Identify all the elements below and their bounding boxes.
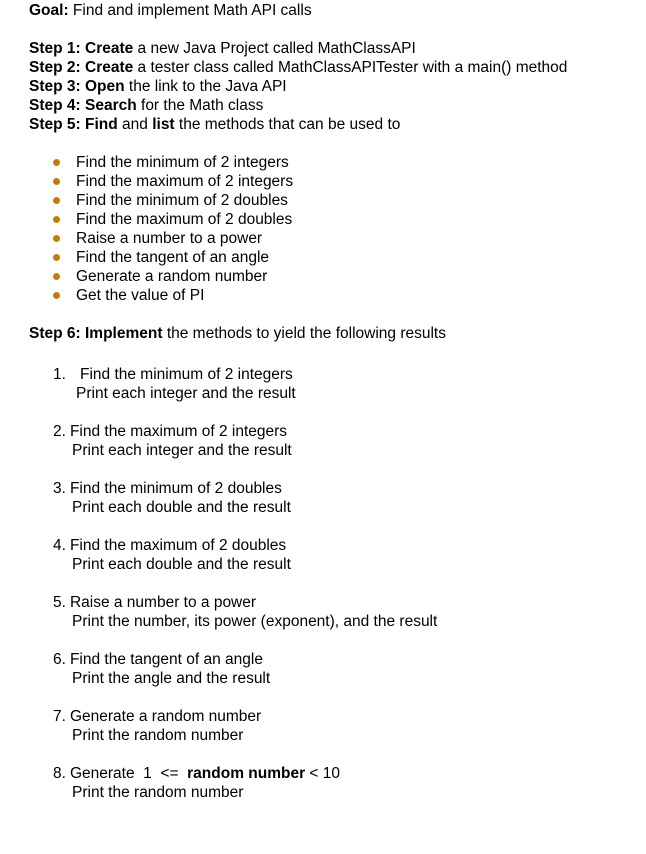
bullet-item: [29, 191, 639, 210]
goal-label: Goal:: [29, 2, 69, 19]
bullet-dot-icon: [53, 254, 60, 261]
step-text: a new Java Project called MathClassAPI: [133, 40, 416, 57]
step-3: [29, 77, 639, 96]
goal-line: [29, 1, 639, 20]
result-item-4: [29, 536, 639, 574]
result-number: 3.: [53, 480, 66, 497]
result-title-text: Find the maximum of 2 doubles: [69, 537, 287, 554]
result-number: 8.: [53, 765, 66, 782]
bullet-item: [29, 229, 639, 248]
result-title-text: < 10: [305, 765, 341, 782]
bullet-text: Raise a number to a power: [76, 230, 263, 247]
result-item-8: [29, 764, 639, 802]
bullet-text: Find the minimum of 2 doubles: [76, 192, 288, 209]
step-6: [29, 324, 639, 343]
step-verb: Create: [85, 59, 134, 76]
step-label: Step 3:: [29, 78, 81, 95]
result-title-text: Find the tangent of an angle: [69, 651, 263, 668]
result-detail: Print each double and the result: [72, 499, 291, 516]
step-text: the link to the Java API: [124, 78, 287, 95]
step-label: Step 2:: [29, 59, 81, 76]
step-verb: list: [152, 116, 175, 133]
step-label: Step 6:: [29, 325, 81, 342]
bullet-item: [29, 248, 639, 267]
result-detail: Print each integer and the result: [72, 442, 292, 459]
result-title: [29, 764, 639, 783]
bullet-dot-icon: [53, 235, 60, 242]
result-detail: Print the random number: [72, 784, 244, 801]
result-title-text: Raise a number to a power: [69, 594, 257, 611]
result-title-text: Generate 1 <=: [69, 765, 188, 782]
bullet-text: Get the value of PI: [76, 287, 205, 304]
result-item-7: [29, 707, 639, 745]
document: [29, 1, 639, 821]
result-title: [29, 593, 639, 612]
result-title-bold: random number: [187, 765, 306, 782]
bullet-dot-icon: [53, 273, 60, 280]
step-label: Step 4:: [29, 97, 81, 114]
result-title: [29, 536, 639, 555]
result-detail: Print the angle and the result: [72, 670, 271, 687]
bullet-item: [29, 153, 639, 172]
step-verb: Implement: [85, 325, 163, 342]
step-text: the methods that can be used to: [174, 116, 401, 133]
steps-block: [29, 39, 639, 134]
result-number: 7.: [53, 708, 66, 725]
result-detail: Print the number, its power (exponent), and the result: [72, 613, 438, 630]
bullet-text: Find the tangent of an angle: [76, 249, 270, 266]
bullet-text: Generate a random number: [76, 268, 268, 285]
result-title-text: Find the minimum of 2 integers: [80, 366, 293, 383]
step-text: for the Math class: [136, 97, 264, 114]
bullet-text: Find the minimum of 2 integers: [76, 154, 289, 171]
step-verb: Search: [85, 97, 137, 114]
bullet-item: [29, 210, 639, 229]
result-detail: Print each integer and the result: [76, 385, 296, 402]
result-number: 4.: [53, 537, 66, 554]
step-1: [29, 39, 639, 58]
result-detail: Print the random number: [72, 727, 244, 744]
goal-text: Find and implement Math API calls: [68, 2, 312, 19]
result-item-5: [29, 593, 639, 631]
bullet-dot-icon: [53, 216, 60, 223]
bullet-item: [29, 267, 639, 286]
step-label: Step 1:: [29, 40, 81, 57]
step-verb: Find: [85, 116, 118, 133]
bullet-dot-icon: [53, 159, 60, 166]
bullet-item: [29, 286, 639, 305]
step-5: [29, 115, 639, 134]
result-item-3: [29, 479, 639, 517]
step-4: [29, 96, 639, 115]
result-title: [29, 422, 639, 441]
result-title: [29, 707, 639, 726]
result-number: 1.: [53, 366, 66, 383]
step-text: a tester class called MathClassAPITester with a main() method: [133, 59, 568, 76]
result-item-1: [29, 365, 639, 403]
result-title: [29, 365, 639, 384]
result-number: 6.: [53, 651, 66, 668]
bullet-item: [29, 172, 639, 191]
result-title-text: Find the maximum of 2 integers: [69, 423, 288, 440]
result-title: [29, 650, 639, 669]
bullet-text: Find the maximum of 2 integers: [76, 173, 294, 190]
result-title: [29, 479, 639, 498]
step-verb: Create: [85, 40, 134, 57]
bullet-dot-icon: [53, 197, 60, 204]
bullet-dot-icon: [53, 178, 60, 185]
step-text: the methods to yield the following results: [162, 325, 446, 342]
step-label: Step 5:: [29, 116, 81, 133]
step-verb: Open: [85, 78, 125, 95]
bullet-text: Find the maximum of 2 doubles: [76, 211, 293, 228]
result-number: 5.: [53, 594, 66, 611]
step-text: and: [117, 116, 153, 133]
bullet-dot-icon: [53, 292, 60, 299]
result-detail: Print each double and the result: [72, 556, 291, 573]
result-title-text: Generate a random number: [69, 708, 262, 725]
step-2: [29, 58, 639, 77]
result-item-6: [29, 650, 639, 688]
result-item-2: [29, 422, 639, 460]
result-title-text: Find the minimum of 2 doubles: [69, 480, 282, 497]
method-bullet-list: [29, 153, 639, 305]
result-number: 2.: [53, 423, 66, 440]
